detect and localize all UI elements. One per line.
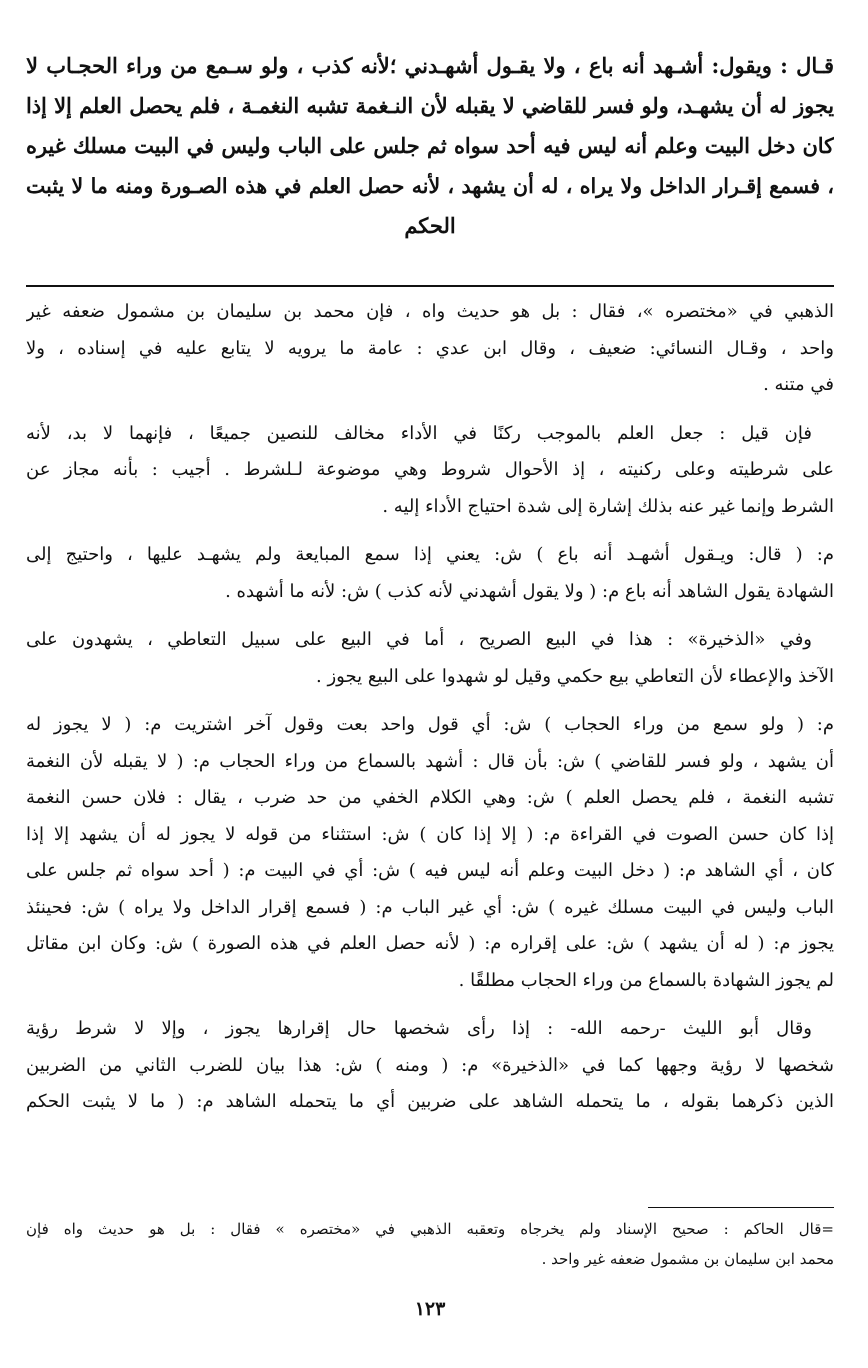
commentary-line: واحد ، وقـال النسائي: ضعيف ، وقال ابن عدي : عامة ما يرويه لا يتابع عليه في إسناده ، ولا <box>26 337 834 359</box>
main-text-line: كان دخل البيت وعلم أنه ليس فيه أحد سواه ثم جلس على الباب وليس في البيت مسلك غيره <box>26 134 834 158</box>
commentary-line: أن يشهد ، ولو فسر للقاضي ) ش: بأن قال : أشهد بالسماع من وراء الحجاب م: ( لا يقبله لأن النغمة <box>26 750 834 772</box>
main-text-divider <box>26 285 834 287</box>
commentary-line: لم يجوز الشهادة بالسماع من وراء الحجاب مطلقًا . <box>458 969 834 991</box>
commentary-line: الشرط وإنما غير عنه بذلك إشارة إلى شدة احتياج الأداء إليه . <box>382 495 834 517</box>
footnote-divider <box>648 1207 834 1208</box>
page-number: ١٢٣ <box>414 1298 446 1320</box>
commentary-paragraph <box>26 416 834 526</box>
book-page <box>26 0 834 1368</box>
commentary-line: وقال أبو الليث -رحمه الله- : إذا رأى شخصها حال إقرارها يجوز ، وإلا لا شرط رؤية <box>26 1018 812 1039</box>
commentary-paragraph <box>26 622 834 695</box>
commentary-line: الذين ذكرهما بقوله ، ما يتحمله الشاهد على ضربين أي ما يتحمله الشاهد م: ( ما لا يثبت الحكم <box>26 1091 834 1112</box>
commentary-paragraph <box>26 294 834 404</box>
main-text-line: ، فسمع إقـرار الداخل ولا يراه ، له أن يشهد ، لأنه حصل العلم في هذه الصـورة ومنه ما لا يثبت <box>26 174 834 198</box>
commentary-line: فإن قيل : جعل العلم بالموجب ركنًا في الأداء مخالف للنصين جميعًا ، فإنهما لا بد، لأنه <box>26 422 812 444</box>
commentary-line: كان ، أي الشاهد م: ( دخل البيت وعلم أنه ليس فيه ) ش: أي في البيت م: ( أحد سواه ثم جلس على <box>26 860 834 881</box>
main-text <box>26 46 834 246</box>
commentary-line: تشبه النغمة ، فلم يحصل العلم ) ش: وهي الكلام الخفي من حد ضرب ، يقال : فلان حسن النغمة <box>26 787 834 808</box>
commentary-line: م: ( قال: ويـقول أشهـد أنه باع ) ش: يعني إذا سمع المبايعة ولم يشهـد عليها ، واحتيج إلى <box>26 544 834 565</box>
commentary-line: الآخذ والإعطاء لأن التعاطي بيع حكمي وقيل لو شهدوا على البيع يجوز . <box>316 665 834 687</box>
commentary-line: في متنه . <box>763 374 834 395</box>
commentary-line: على شرطيته وعلى ركنيته ، إذ الأحوال شروط وهي موضوعة لـلشرط . أجيب : بأنه مجاز عن <box>26 459 834 480</box>
commentary-line: م: ( ولو سمع من وراء الحجاب ) ش: أي قول واحد بعت وقول آخر اشتريت م: ( لا يجوز له <box>26 714 834 735</box>
commentary-line: الذهبي في «مختصره »، فقال : بل هو حديث واه ، فإن محمد بن سليمان بن مشمول ضعفه غير <box>26 301 834 322</box>
commentary-line: الشهادة يقول الشاهد أنه باع م: ( ولا يقول أشهدني لأنه كذب ) ش: لأنه ما أشهده . <box>225 580 834 602</box>
footnote <box>26 1214 834 1274</box>
main-text-last-line: الحكم <box>404 213 456 238</box>
commentary-line: شخصها لا رؤية وجهها كما في «الذخيرة» م: ( ومنه ) ش: هذا بيان للضرب الثاني من الضربين <box>26 1054 834 1076</box>
main-text-line: قـال : ويقول: أشـهد أنه باع ، ولا يقـول أشهـدني ؛لأنه كذب ، ولو سـمع من وراء الحجـاب لا <box>26 53 834 78</box>
footnote-line: =قال الحاكم : صحيح الإسناد ولم يخرجاه وتعقبه الذهبي في «مختصره » فقال : بل هو حديث واه فإن <box>26 1220 834 1238</box>
footnote-line: محمد ابن سليمان بن مشمول ضعفه غير واحد . <box>541 1250 834 1268</box>
commentary-line: وفي «الذخيرة» : هذا في البيع الصريح ، أما في البيع على سبيل التعاطي ، يشهدون على <box>26 629 812 650</box>
commentary-paragraph <box>26 707 834 999</box>
commentary <box>26 294 834 1133</box>
commentary-line: يجوز م: ( له أن يشهد ) ش: على إقراره م: ( لأنه حصل العلم في هذه الصورة ) ش: وكان ابن مقاتل <box>26 933 834 954</box>
commentary-line: إذا كان حسن الصوت في القراءة م: ( إلا إذا كان ) ش: استثناء من قوله لا يجوز له أن يشهد إلا إذا <box>26 823 834 845</box>
main-text-line: يجوز له أن يشهـد، ولو فسر للقاضي لا يقبله لأن النـغمة تشبه النغمـة ، فلم يحصل العلم إلا إذا <box>26 94 834 118</box>
commentary-line: الباب وليس في البيت مسلك غيره ) ش: أي غير الباب م: ( فسمع إقرار الداخل ولا يراه ) ش: فحينئذ <box>26 896 834 918</box>
commentary-paragraph <box>26 537 834 610</box>
commentary-paragraph <box>26 1011 834 1121</box>
